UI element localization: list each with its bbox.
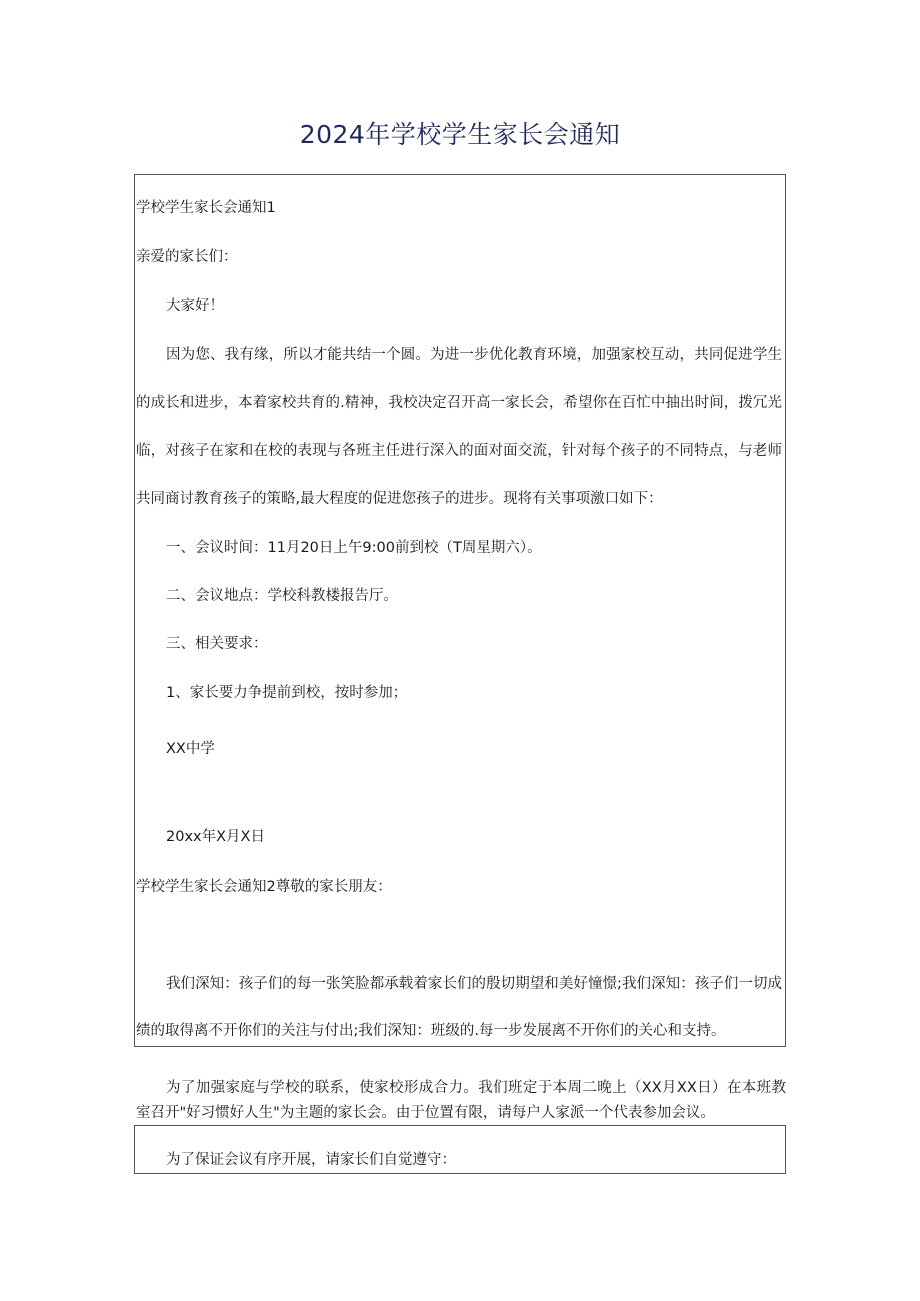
notice1-intro-line: 共同商讨教育孩子的策略,最大程度的促进您孩子的进步。现将有关事项激口如下：	[136, 491, 663, 507]
notice1-requirement-1: 1、家长要力争提前到校，按时参加；	[166, 685, 408, 701]
notice1-meeting-place: 二、会议地点：学校科教楼报告厅。	[166, 588, 398, 604]
notice2-outside-line: 室召开"好习惯好人生"为主题的家长会。由于位置有限，请每户人家派一个代表参加会议。	[136, 1105, 715, 1121]
notice2-outside-line: 为了加强家庭与学校的联系，使家校形成合力。我们班定于本周二晚上（XX月XX日）在本班教	[166, 1080, 786, 1096]
notice2-body-line: 绩的取得离不开你们的关注与付出;我们深知：班级的.每一步发展离不开你们的关心和支持。	[136, 1023, 726, 1039]
notice2-box-line: 为了保证会议有序开展，请家长们自觉遵守：	[166, 1152, 456, 1168]
notice1-greeting: 大家好！	[166, 298, 224, 314]
notice1-meeting-time: 一、会议时间：11月20日上午9:00前到校（T周星期六）。	[166, 540, 542, 556]
notice1-intro-line: 临，对孩子在家和在校的表现与各班主任进行深入的面对面交流，针对每个孩子的不同特点，与老师	[136, 443, 782, 459]
notice1-date: 20xx年X月X日	[166, 829, 265, 845]
notice1-intro-line: 的成长和进步，本着家校共育的.精神，我校决定召开高一家长会，希望你在百忙中抽出时间，拨冗光	[136, 395, 782, 411]
document-title: 2024年学校学生家长会通知	[299, 120, 621, 149]
notice1-intro-line: 因为您、我有缘，所以才能共结一个圆。为进一步优化教育环境，加强家校互动，共同促进学生	[166, 347, 782, 363]
notice2-body-line: 我们深知：孩子们的每一张笑脸都承载着家长们的殷切期望和美好憧憬;我们深知：孩子们一切成	[166, 976, 782, 992]
notice2-heading: 学校学生家长会通知2尊敬的家长朋友：	[136, 879, 392, 895]
notice1-heading: 学校学生家长会通知1	[136, 200, 276, 216]
notice-box-1	[134, 174, 786, 1047]
notice1-requirements-heading: 三、相关要求：	[166, 636, 268, 652]
notice1-school-name: XX中学	[166, 741, 215, 757]
notice1-salutation: 亲爱的家长们：	[136, 249, 238, 265]
